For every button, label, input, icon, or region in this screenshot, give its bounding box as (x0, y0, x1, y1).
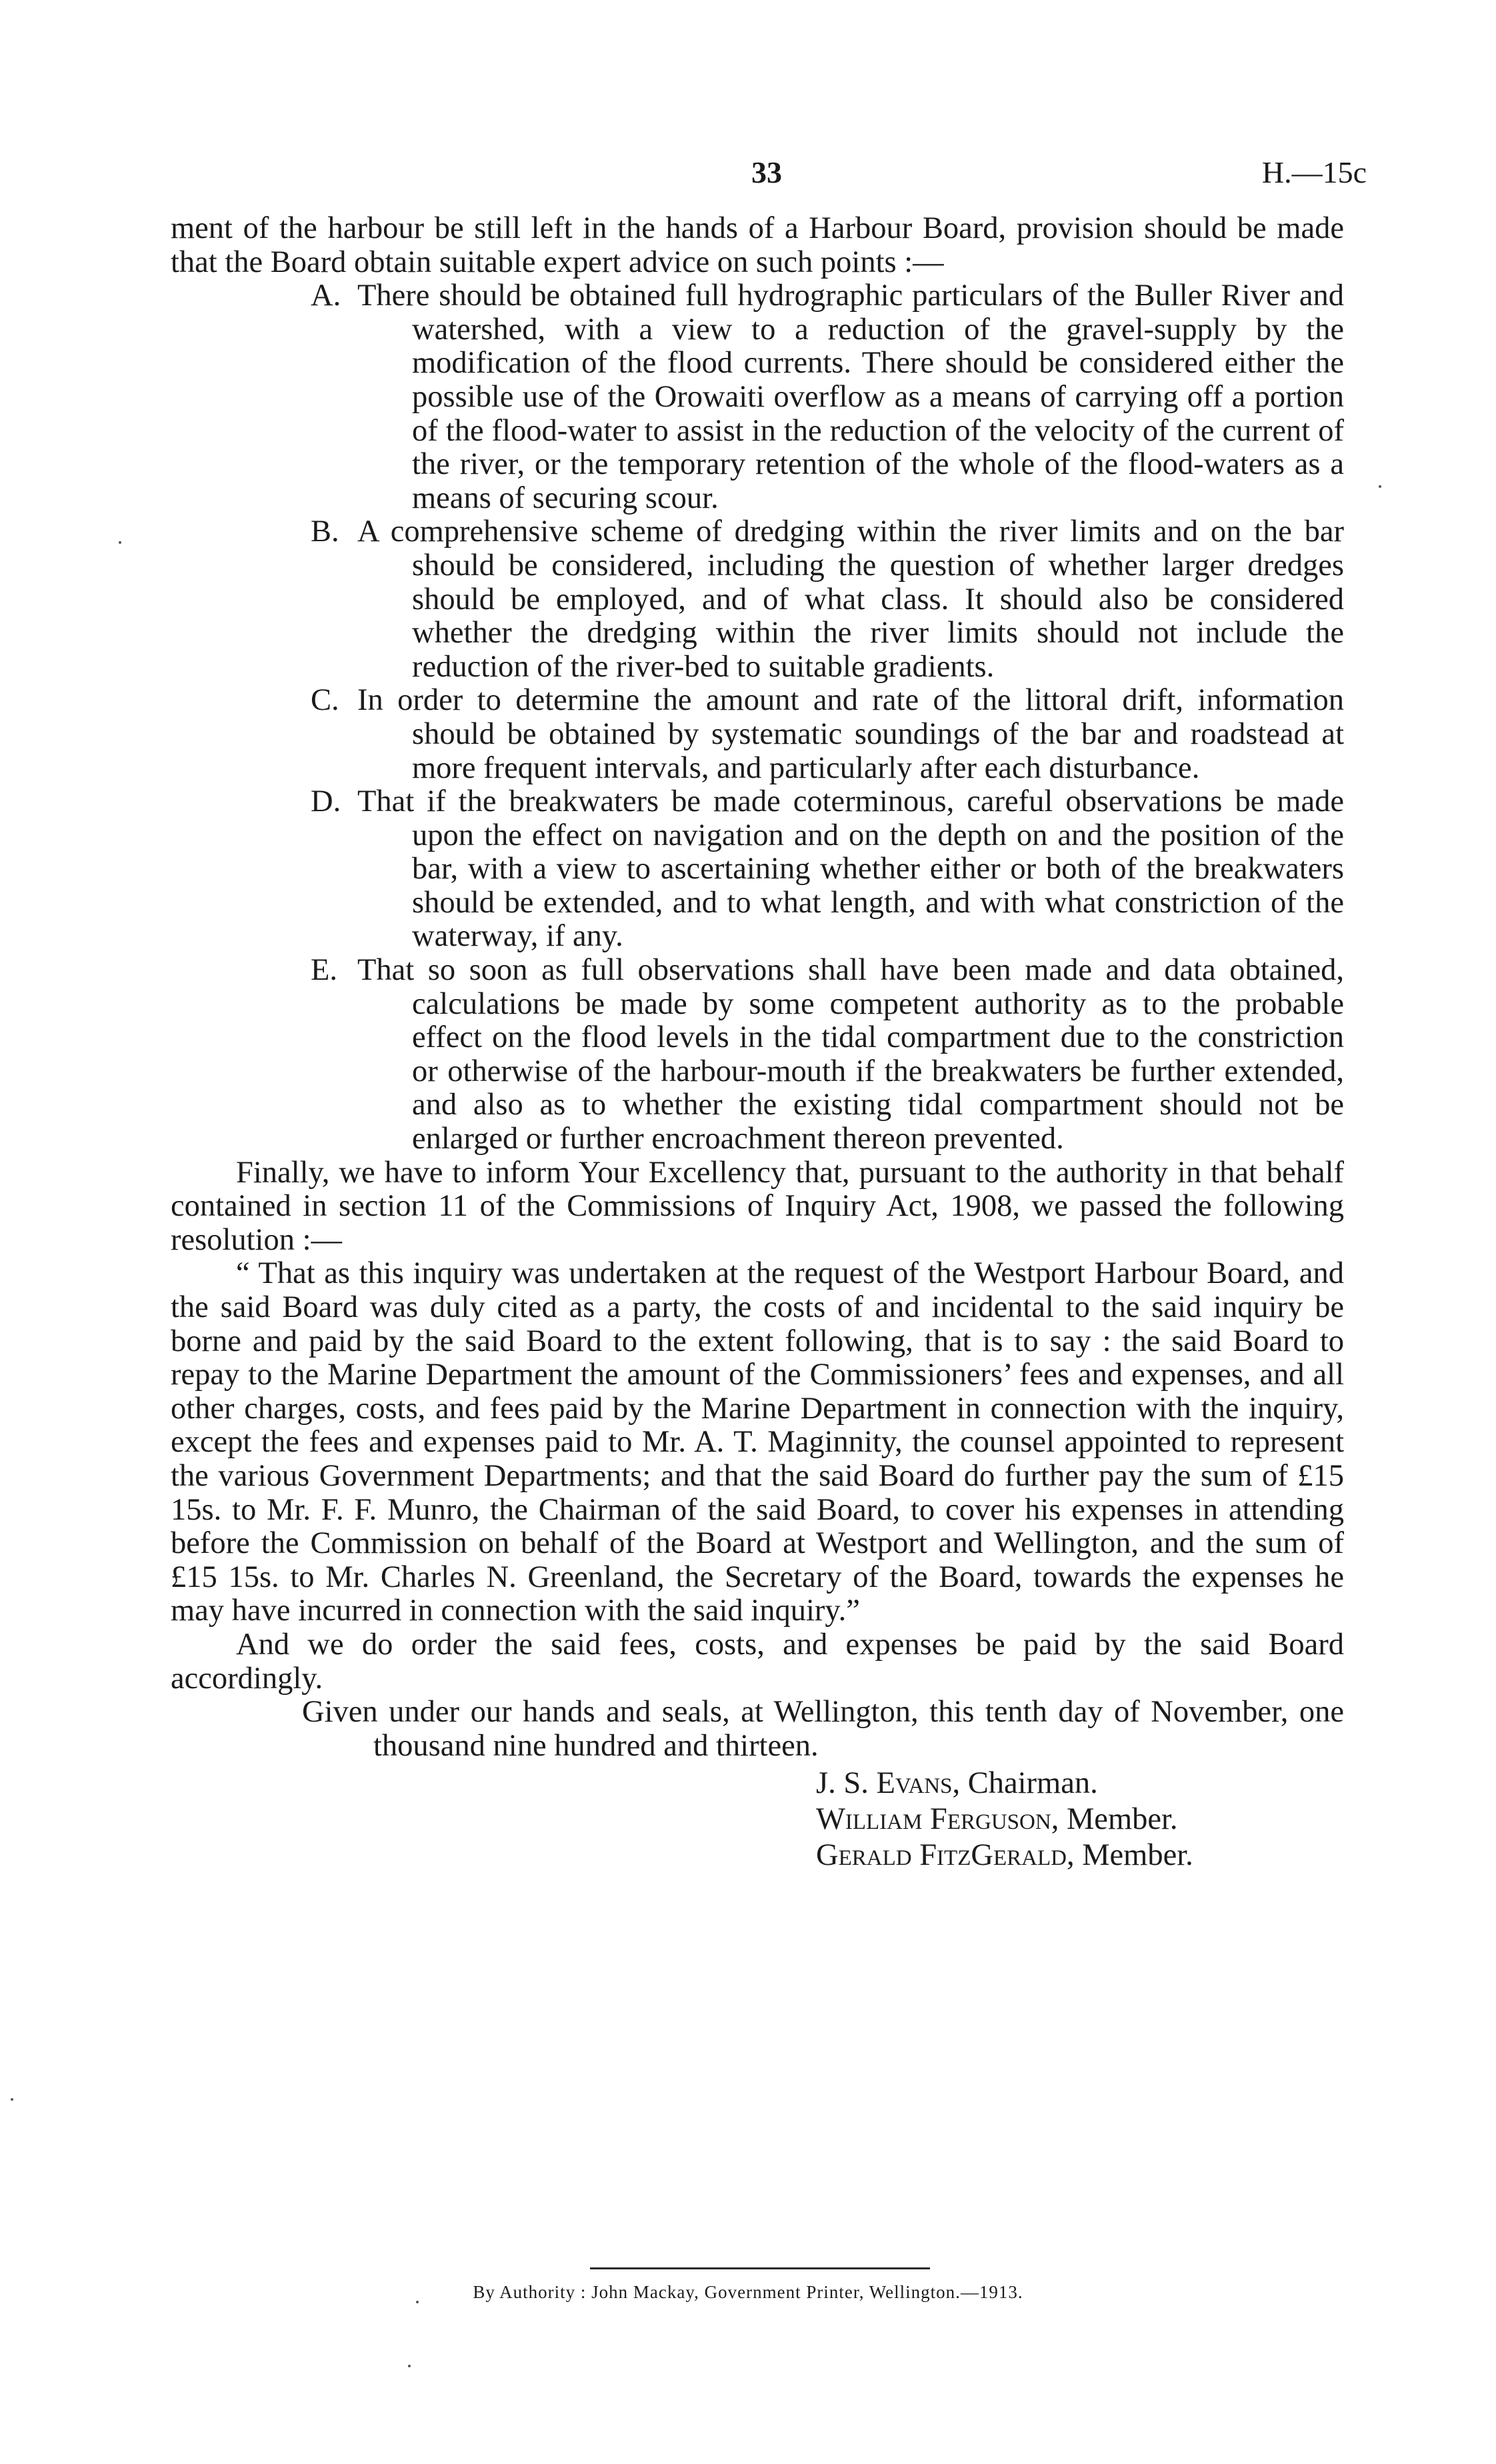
order-paragraph: And we do order the said fees, costs, and expenses be paid by the said Board accordingly. (171, 1627, 1344, 1696)
signatory-role: , Member. (1066, 1838, 1193, 1873)
footer-rule (590, 2267, 930, 2269)
list-item-b (311, 515, 1344, 684)
paper-speck (416, 2301, 419, 2303)
paper-speck (408, 2365, 411, 2367)
list-item-a (311, 279, 1344, 515)
list-item-d (311, 785, 1344, 954)
resolution-quote: “ That as this inquiry was undertaken at the request of the Westport Harbour Board, and the said Board was duly cited as a party, the costs of and incidental to the said inquiry be borne and paid by the said Board to the extent following, that is to say : the said Board to repay to the Marine Department the amount of the Commissioners’ fees and expenses, and all other charges, costs, and fees paid by the Marine Department in connection with the inquiry, except the fees and expenses paid to Mr. A. T. Maginnity, the counsel appointed to represent the various Government Departments; and that the said Board do further pay the sum of £15 15s. to Mr. F. F. Munro, the Chairman of the said Board, to cover his expenses in attending before the Commission on behalf of the Board at Westport and Wellington, and the sum of £15 15s. to Mr. Charles N. Greenland, the Secretary of the Board, towards the expenses he may have incurred in connection with the said inquiry.” (171, 1256, 1344, 1628)
signature-chairman (816, 1766, 1344, 1802)
opening-paragraph: ment of the harbour be still left in the hands of a Harbour Board, provision should be made that the Board obtain suitable expert advice on such points :— (171, 211, 1344, 279)
signature-block (816, 1766, 1344, 1873)
list-item-c (311, 684, 1344, 785)
paper-speck (11, 2098, 13, 2101)
item-letter: B. (311, 515, 339, 549)
item-letter: D. (311, 784, 341, 819)
signatory-name: William Ferguson (816, 1802, 1051, 1837)
item-letter: A. (311, 279, 341, 313)
list-item-e (311, 954, 1344, 1156)
signatory-role: , Chairman. (952, 1766, 1098, 1801)
item-text: There should be obtained full hydrographic particulars of the Buller River and watershed, with a view to a reduction of the gravel-supply by the modification of the flood currents. There should be considered either the possible use of the Orowaiti overflow as a means of carrying off a portion of the flood-water to assist in the reduction of the velocity of the current of the river, or the temporary retention of the whole of the flood-waters as a means of securing scour. (357, 279, 1344, 515)
body-text (171, 212, 1344, 1873)
item-text: In order to determine the amount and rate of the littoral drift, information should be obtained by systematic soundings of the bar and roadstead at more frequent intervals, and particularly after each disturbance. (357, 683, 1344, 785)
item-text: That if the breakwaters be made coterminous, careful observations be made upon the effect on navigation and on the depth on and the position of the bar, with a view to ascertaining whether either or both of the breakwaters should be extended, and to what length, and with what constriction of the waterway, if any. (357, 784, 1344, 954)
finally-paragraph: Finally, we have to inform Your Excellency that, pursuant to the authority in that behalf contained in section 11 of the Commissions of Inquiry Act, 1908, we passed the following resolution :— (171, 1155, 1344, 1257)
paper-speck (119, 541, 121, 544)
document-reference: H.—15c (1261, 155, 1367, 189)
signatory-name: J. S. Evans (816, 1766, 953, 1801)
page-number: 33 (751, 155, 782, 189)
page-header (0, 155, 1496, 195)
paper-speck (1379, 485, 1381, 488)
item-text: A comprehensive scheme of dredging within the river limits and on the bar should be considered, including the question of whether larger dredges should be employed, and of what class. It should also be considered whether the dredging within the river limits should not include the reduction of the river-bed to suitable gradients. (357, 515, 1344, 684)
item-letter: E. (311, 953, 338, 988)
item-letter: C. (311, 683, 339, 718)
signature-member-ferguson (816, 1802, 1344, 1838)
signature-member-fitzgerald (816, 1838, 1344, 1873)
given-paragraph: Given under our hands and seals, at Wellington, this tenth day of November, one thousand nine hundred and thirteen. (302, 1695, 1344, 1763)
signatory-role: , Member. (1051, 1802, 1178, 1837)
signatory-name: Gerald FitzGerald (816, 1838, 1067, 1873)
item-text: That so soon as full observations shall have been made and data obtained, calculations be made by some competent authority as to the probable effect on the flood levels in the tidal compartment due to the constriction or otherwise of the harbour-mouth if the breakwaters be further extended, and also as to whether the existing tidal compartment should not be enlarged or further encroachment thereon prevented. (357, 953, 1344, 1156)
printer-imprint: By Authority : John Mackay, Government Printer, Wellington.—1913. (473, 2282, 1023, 2302)
